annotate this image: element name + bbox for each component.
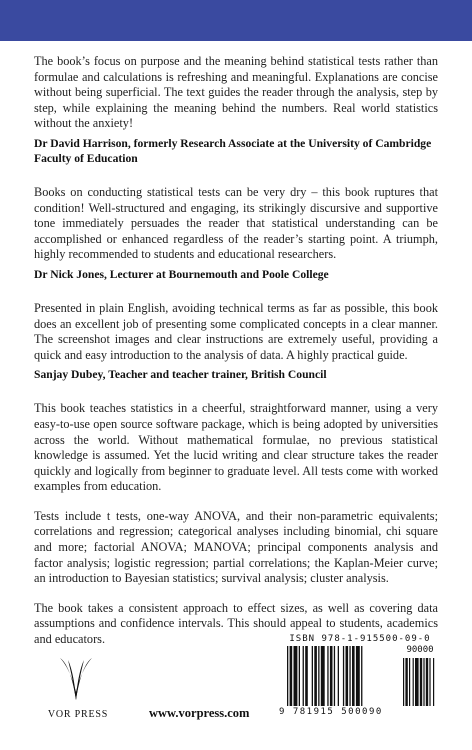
- isbn-label: ISBN 978-1-915500-09-0: [289, 634, 431, 644]
- blurb-1-text: The book’s focus on purpose and the meaning behind statistical tests rather than formulae and calculations is refreshing and meaningful. Explanations are concise without being superficial. The text guides the reader through the analysis, step by step, while explaining the meaning behind the numbers. Real world statistics without the anxiety!: [34, 54, 438, 131]
- publisher-website: www.vorpress.com: [149, 706, 250, 720]
- ean-digits: 9 781915 500090: [279, 707, 383, 717]
- barcode-bars: [287, 646, 437, 708]
- cover-text: [34, 54, 438, 648]
- blurb-3-attribution: Sanjay Dubey, Teacher and teacher trainer, British Council: [34, 368, 327, 382]
- description-paragraph-2: Tests include t tests, one-way ANOVA, and their non-parametric equivalents; correlations and regression; categorical analyses including binomial, chi square and more; factorial ANOVA; MANOVA; principal components analysis and factor analysis; logistic regression; partial correlations; the Kaplan-Meier curve; an introduction to Bayesian statistics; survival analysis; cluster analysis.: [34, 508, 438, 586]
- description-paragraph-3: The book takes a consistent approach to effect sizes, as well as covering data assumptions and confidence intervals. This should appeal to students, academics and educators.: [34, 600, 438, 647]
- blurb-1-attribution: Dr David Harrison, formerly Research Associate at the University of Cambridge Faculty of Education: [34, 136, 432, 165]
- header-color-band: [0, 0, 472, 41]
- publisher-name: VOR PRESS: [47, 709, 109, 720]
- barcode-addon: 90000: [400, 645, 440, 655]
- isbn-barcode: [279, 634, 441, 720]
- blurb-3-text: Presented in plain English, avoiding technical terms as far as possible, this book does an excellent job of presenting some complicated concepts in a clear manner. The screenshot images and clear instructions are extremely useful, providing a quick and easy introduction to the analysis of data. A highly practical guide.: [34, 300, 438, 362]
- blurb-2-text: Books on conducting statistical tests can be very dry – this book ruptures that condition! Well-structured and engaging, its strikingly discursive and supportive tone immediately persuades the reader that statistical understanding can be accomplished or enhanced regardless of the reader’s starting point. A triumph, highly recommended to students and educational researchers.: [34, 184, 438, 262]
- v-logo-icon: [58, 656, 94, 702]
- blurb-2-attribution: Dr Nick Jones, Lecturer at Bournemouth and Poole College: [34, 267, 329, 281]
- description-paragraph-1: This book teaches statistics in a cheerful, straightforward manner, using a very easy-to-use open source software package, which is being adopted by universities across the world. Without mathematical formulae, no previous statistical knowledge is assumed. Yet the lucid writing and clear structure takes the reader quickly and logically from beginner to graduate level. All tests come with worked examples from education.: [34, 401, 438, 494]
